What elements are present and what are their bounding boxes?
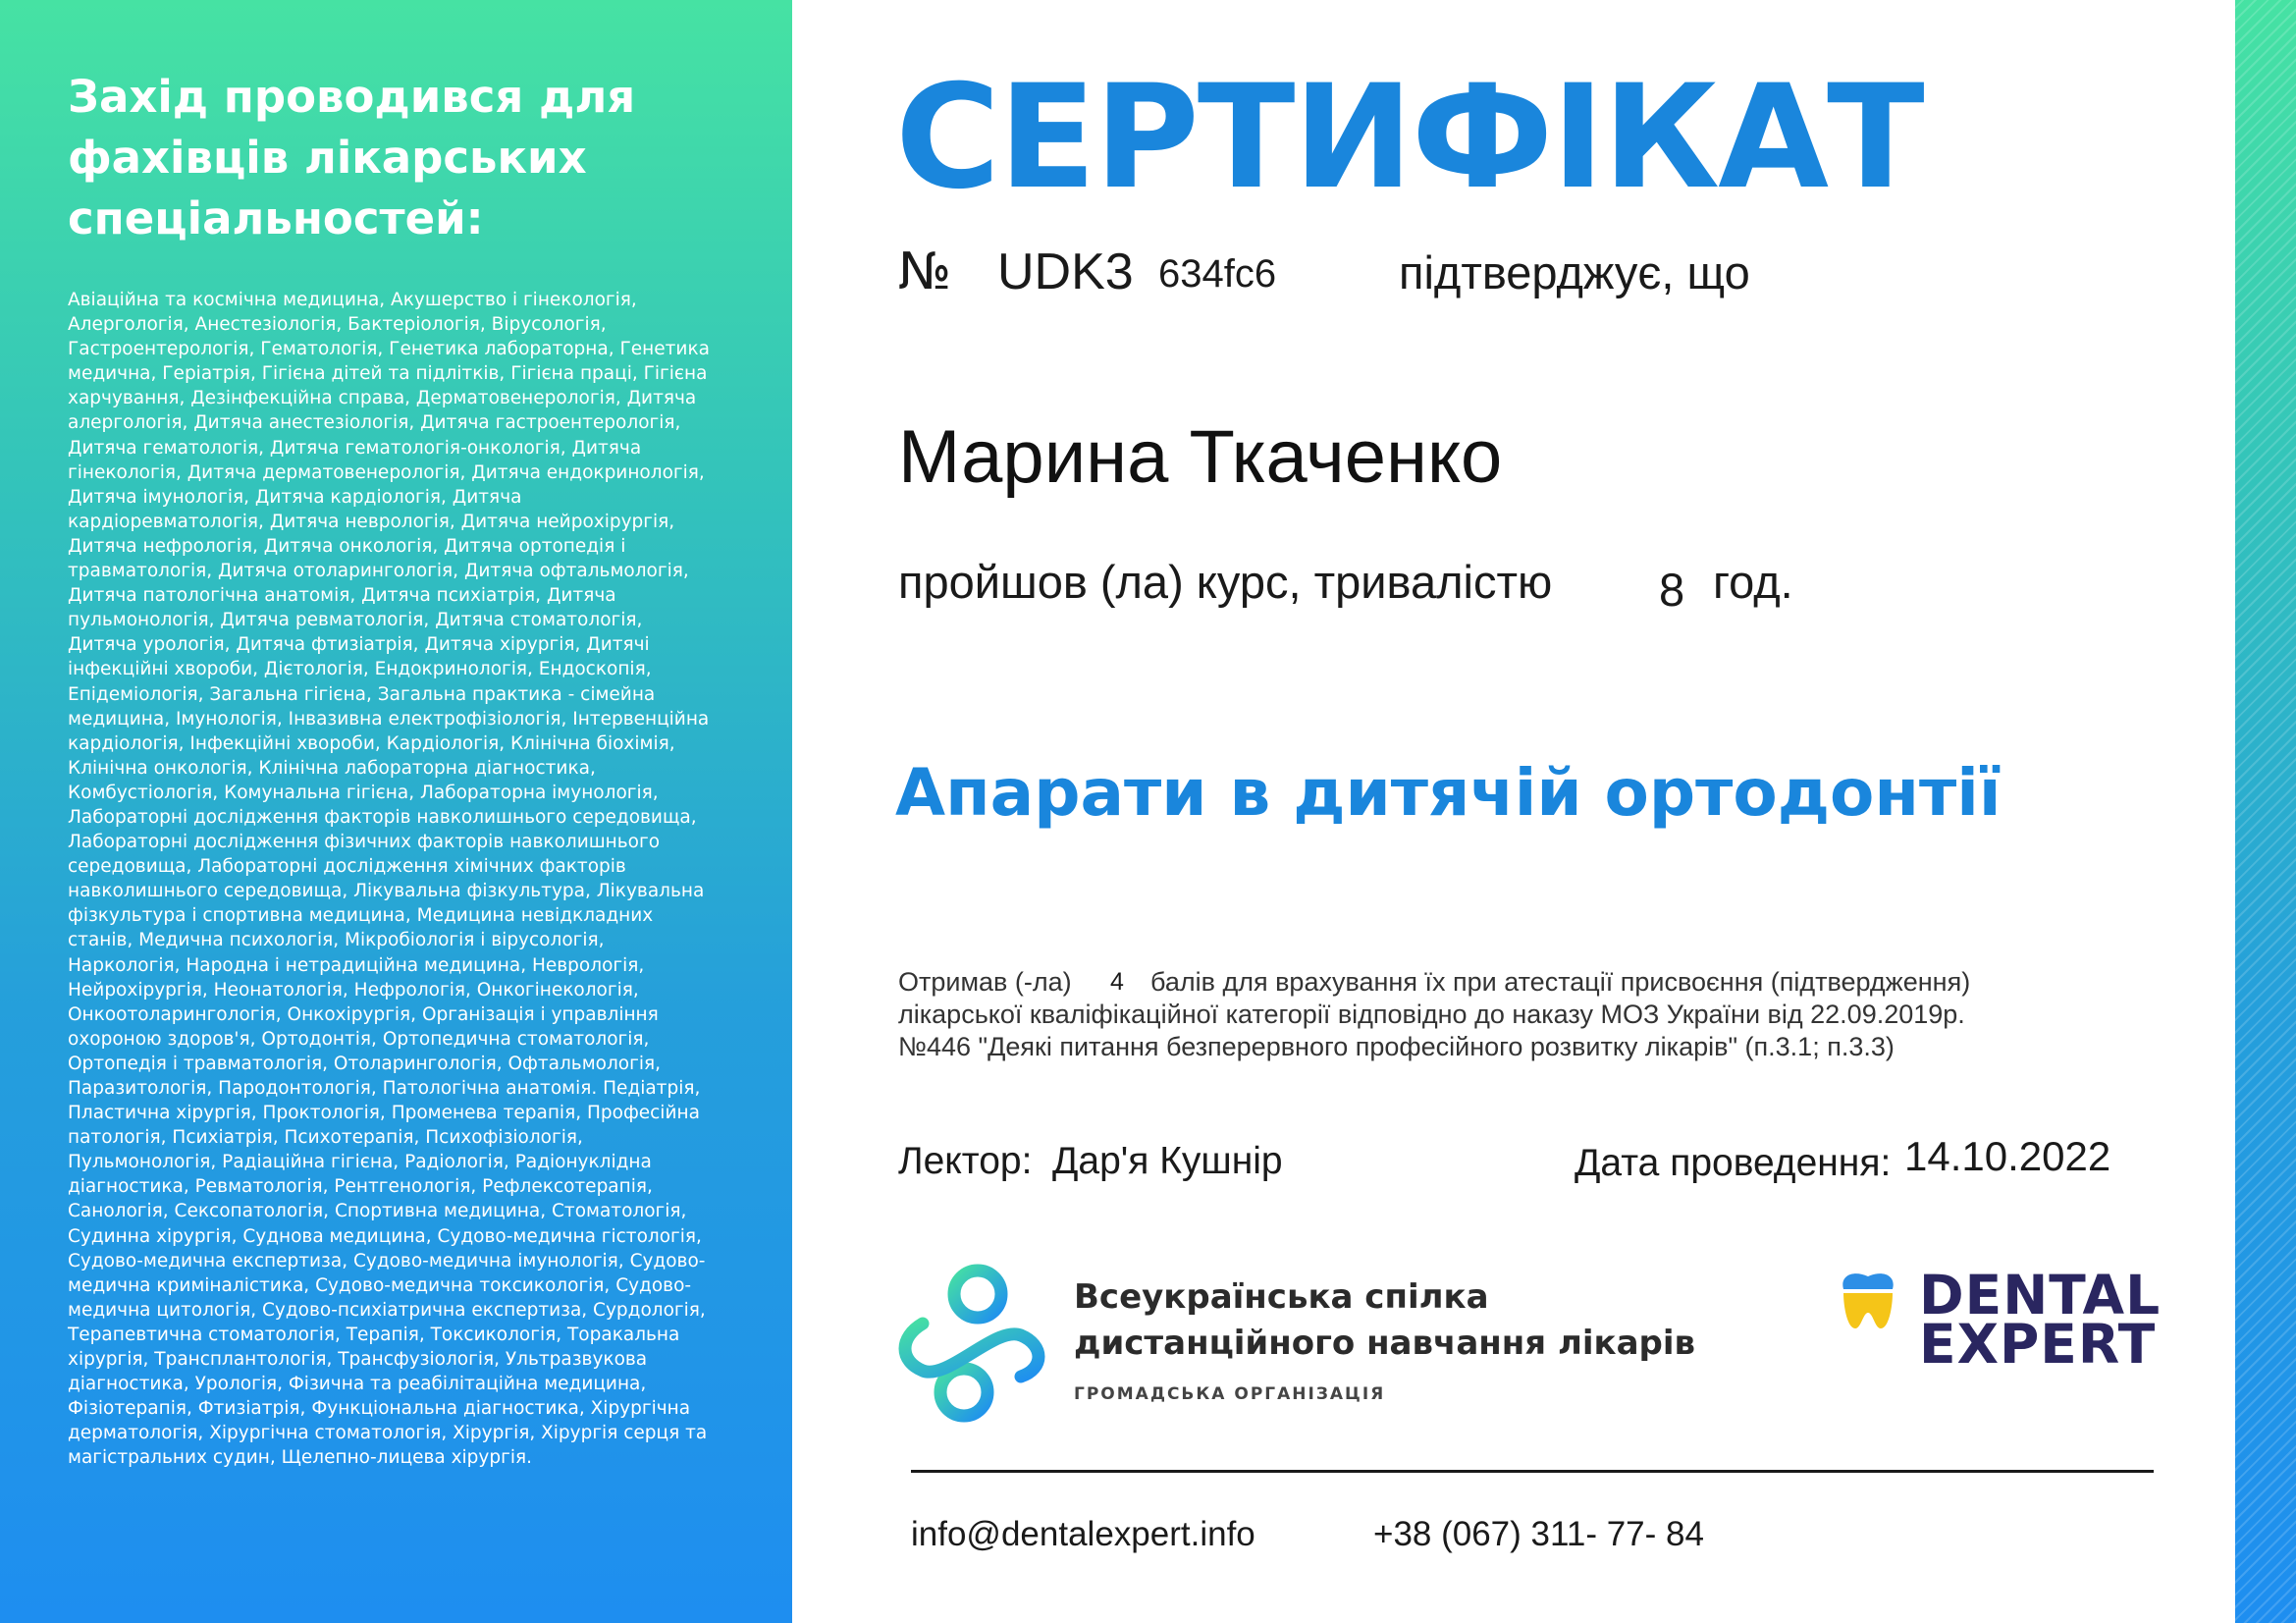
footer-divider [911, 1470, 2154, 1473]
course-duration-text: пройшов (ла) курс, тривалістю [898, 556, 1553, 608]
dental-expert-line-2: EXPERT [1919, 1313, 2157, 1376]
association-logo-icon [893, 1261, 1048, 1426]
confirms-text: підтверджує, що [1399, 246, 1750, 298]
recipient-name: Марина Ткаченко [898, 415, 1503, 499]
association-name-line-2: дистанційного навчання лікарів [1074, 1324, 1696, 1363]
association-name-line-1: Всеукраїнська спілка [1074, 1277, 1489, 1317]
date-value: 14.10.2022 [1904, 1133, 2111, 1179]
association-subtitle: ГРОМАДСЬКА ОРГАНІЗАЦІЯ [1074, 1384, 1386, 1404]
certificate-number-prefix: UDK3 [997, 243, 1134, 300]
points-line-3: №446 "Деякі питання безперервного професійного розвитку лікарів" (п.3.1; п.3.3) [898, 1032, 1895, 1061]
certificate-title: СЕРТИФІКАТ [895, 54, 1923, 221]
strip-pattern [2235, 0, 2296, 1623]
sidebar-title: Захід проводився для фахівців лікарських спеціальностей: [68, 71, 636, 244]
certificate-number-label: № [898, 243, 952, 301]
points-line-1: балів для врахування їх при атестації присвоєння (підтвердження) [1150, 967, 1971, 997]
lecturer-name: Дар'я Кушнір [1052, 1140, 1283, 1182]
contact-phone: +38 (067) 311- 77- 84 [1373, 1515, 1704, 1553]
specialties-sidebar [0, 0, 792, 1623]
course-hours-unit: год. [1713, 556, 1793, 608]
course-name: Апарати в дитячій ортодонтії [895, 755, 2002, 831]
lecturer-label: Лектор: [898, 1140, 1033, 1182]
date-label: Дата проведення: [1575, 1142, 1892, 1184]
specialties-list: Авіаційна та космічна медицина, Акушерство і гінекологія, Алергологія, Анестезіологія, Бактеріологія, Вірусологія, Гастроентерологія, Гематологія, Генетика лабораторна, Генетика медична, Геріатрія, Гігієна дітей та підлітків, Гігієна праці, Гігієна харчування, Дезінфекційна справа, Дерматовенерологія, Дитяча алергологія, Дитяча анестезіологія, Дитяча гастроентерологія, Дитяча гематологія, Дитяча гематологія-онкологія, Дитяча гінекологія, Дитяча дерматовенерологія, Дитяча ендокринологія, Дитяча імунологія, Дитяча кардіологія, Дитяча кардіоревматологія, Дитяча неврологія, Дитяча нейрохірургія, Дитяча нефрологія, Дитяча онкологія, Дитяча ортопедія і травматологія, Дитяча отоларингологія, Дитяча офтальмологія, Дитяча патологічна анатомія, Дитяча психіатрія, Дитяча пульмонологія, Дитяча ревматологія, Дитяча стоматологія, Дитяча урологія, Дитяча фтизіатрія, Дитяча хірургія, Дитячі інфекційні хвороби, Дієтологія, Ендокринологія, Ендоскопія, Епідеміологія, Загальна гігієна, Загальна практика - сімейна медицина, Імунологія, Інвазивна електрофізіологія, Інтервенційна кардіологія, Інфекційні хвороби, Кардіологія, Клінічна біохімія, Клінічна онкологія, Клінічна лабораторна діагностика, Комбустіологія, Комунальна гігієна, Лабораторна імунологія, Лабораторні дослідження факторів навколишнього середовища, Лабораторні дослідження фізичних факторів навколишнього середовища, Лабораторні дослідження хімічних факторів навколишнього середовища, Лікувальна фізкультура, Лікувальна фізкультура і спортивна медицина, Медицина невідкладних станів, Медична психологія, Мікробіологія і вірусологія, Наркологія, Народна і нетрадиційна медицина, Неврологія, Нейрохірургія, Неонатологія, Нефрологія, Онкогінекологія, Онкоотоларингологія, Онкохірургія, Організація і управління охороною здоров'я, Ортодонтія, Ортопедична стоматологія, Ортопедія і травматологія, Отоларингологія, Офтальмологія, Паразитологія, Пародонтологія, Патологічна анатомія. Педіатрія, Пластична хірургія, Проктологія, Променева терапія, Професійна патологія, Психіатрія, Психотерапія, Психофізіологія, Пульмонологія, Радіаційна гігієна, Радіологія, Радіонуклідна діагностика, Ревматологія, Рентгенологія, Рефлексотерапія, Санологія, Сексопатологія, Спортивна медицина, Стоматологія, Судинна хірургія, Суднова медицина, Судово-медична гістологія, Судово-медична експертиза, Судово-медична імунологія, Судово-медична криміналістика, Судово-медична токсикологія, Судово-медична цитологія, Судово-психіатрична експертиза, Сурдологія, Терапевтична стоматологія, Терапія, Токсикологія, Торакальна хірургія, Трансплантологія, Трансфузіологія, Ультразвукова діагностика, Урологія, Фізична та реабілітаційна медицина, Фізіотерапія, Фтизіатрія, Функціональна діагностика, Хірургічна дерматологія, Хірургічна стоматологія, Хірургія, Хірургія серця та магістральних судин, Щелепно-лицева хірургія. [68, 290, 710, 1469]
certificate-number-code: 634fc6 [1158, 252, 1277, 296]
points-line-2: лікарської кваліфікаційної категорії відповідно до наказу МОЗ України від 22.09.2019р. [898, 1000, 1965, 1029]
points-lead: Отримав (-ла) [898, 967, 1072, 997]
contact-email: info@dentalexpert.info [911, 1515, 1255, 1553]
points-value: 4 [1110, 968, 1124, 996]
right-decorative-strip [2235, 0, 2296, 1623]
dental-expert-line-1: DENTAL [1919, 1264, 2162, 1326]
course-hours: 8 [1659, 564, 1685, 616]
tooth-logo-icon [1838, 1270, 1898, 1330]
